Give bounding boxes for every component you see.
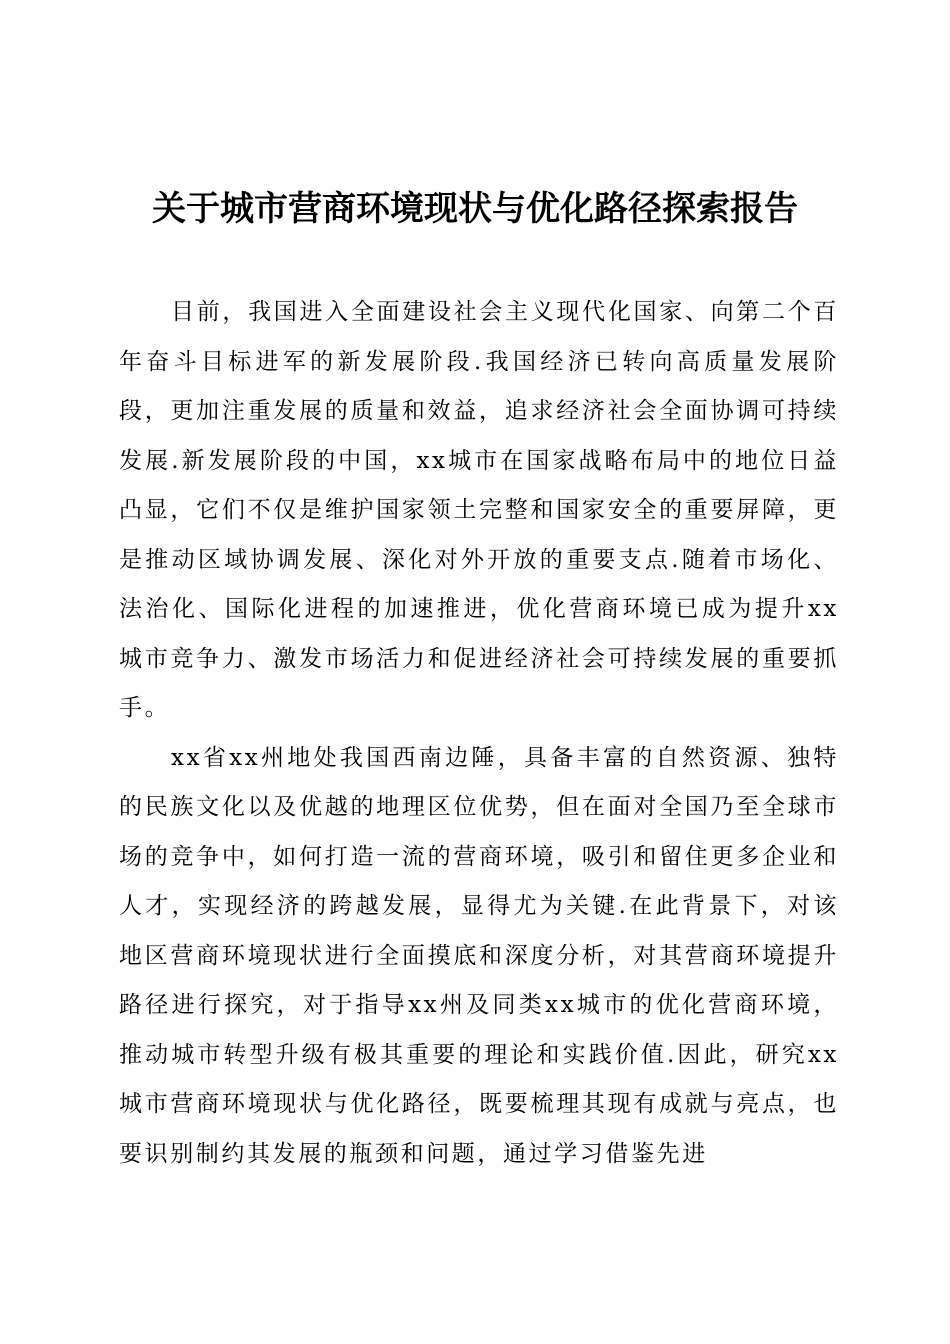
- paragraph-2: xx省xx州地处我国西南边陲，具备丰富的自然资源、独特的民族文化以及优越的地理区位优势，但在面对全国乃至全球市场的竞争中，如何打造一流的营商环境，吸引和留住更多企业和人才，实现经济的跨越发展，显得尤为关键.在此背景下，对该地区营商环境现状进行全面摸底和深度分析，对其营商环境提升路径进行探究，对于指导xx州及同类xx城市的优化营商环境，推动城市转型升级有极其重要的理论和实践价值.因此，研究xx城市营商环境现状与优化路径，既要梳理其现有成就与亮点，也要识别制约其发展的瓶颈和问题，通过学习借鉴先进: [119, 744, 839, 1167]
- paragraph-1: 目前，我国进入全面建设社会主义现代化国家、向第二个百年奋斗目标进军的新发展阶段.我国经济已转向高质量发展阶段，更加注重发展的质量和效益，追求经济社会全面协调可持续发展.新发展阶段的中国，xx城市在国家战略布局中的地位日益凸显，它们不仅是维护国家领土完整和国家安全的重要屏障，更是推动区域协调发展、深化对外开放的重要支点.随着市场化、法治化、国际化进程的加速推进，优化营商环境已成为提升xx城市竞争力、激发市场活力和促进经济社会可持续发展的重要抓手。: [119, 299, 839, 721]
- document-title: 关于城市营商环境现状与优化路径探索报告: [152, 189, 798, 229]
- document-body: [119, 288, 839, 1179]
